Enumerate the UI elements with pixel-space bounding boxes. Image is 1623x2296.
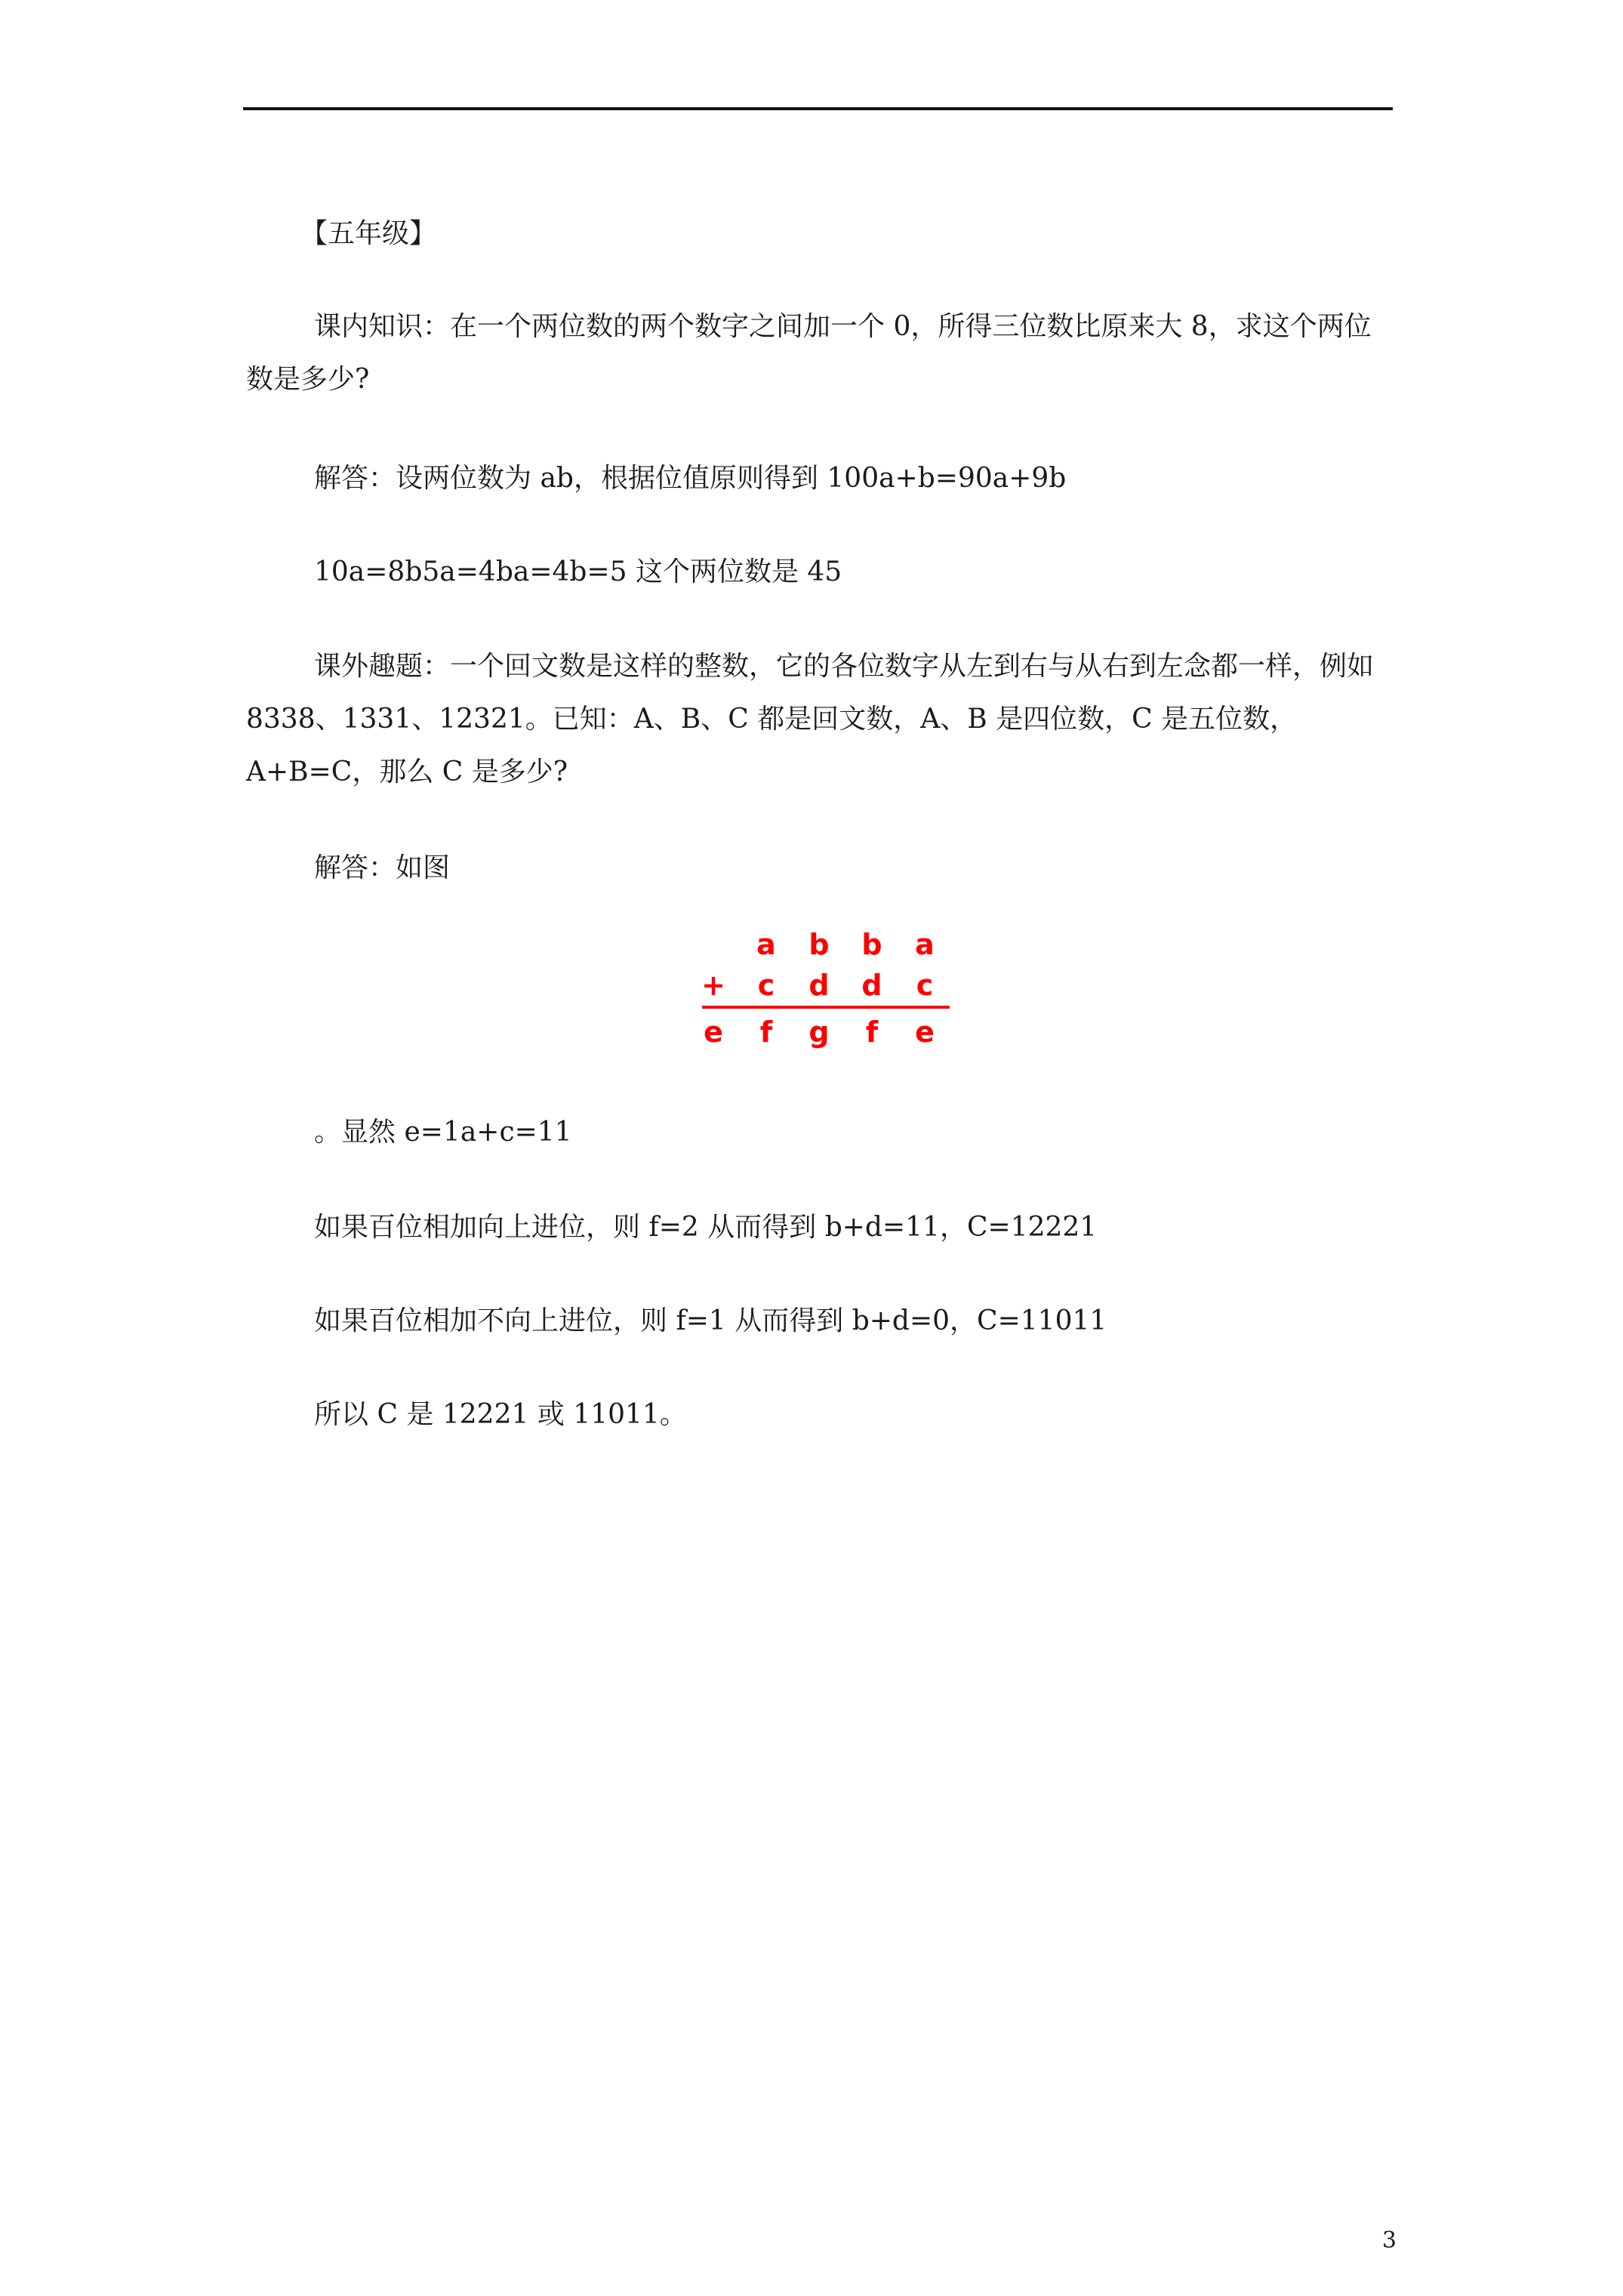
in-class-question: 课内知识：在一个两位数的两个数字之间加一个 0，所得三位数比原来大 8，求这个两位数是多少? bbox=[246, 311, 1372, 395]
sum-rule bbox=[702, 1006, 950, 1009]
header-rule bbox=[243, 107, 1393, 110]
addition-digit: c bbox=[757, 969, 775, 1002]
addition-digit: c bbox=[916, 969, 934, 1002]
page-number: 3 bbox=[1381, 2227, 1397, 2254]
in-class-answer-line-2: 10a=8b5a=4ba=4b=5 这个两位数是 45 bbox=[314, 556, 842, 587]
addition-digit: b bbox=[808, 928, 830, 961]
addition-digit: d bbox=[861, 969, 882, 1002]
result-digit: g bbox=[808, 1015, 830, 1049]
result-digit: e bbox=[915, 1015, 935, 1049]
result-digit: e bbox=[704, 1015, 723, 1049]
extra-answer-intro: 解答：如图 bbox=[314, 852, 451, 883]
result-digit: f bbox=[865, 1015, 879, 1049]
extra-step-2: 如果百位相加向上进位，则 f=2 从而得到 b+d=11，C=12221 bbox=[314, 1212, 1098, 1243]
plus-sign: + bbox=[701, 969, 725, 1002]
addition-digit: a bbox=[756, 928, 776, 961]
extra-conclusion: 所以 C 是 12221 或 11011。 bbox=[314, 1399, 687, 1430]
addition-result-row bbox=[687, 1013, 944, 1051]
extra-question: 课外趣题：一个回文数是这样的整数，它的各位数字从左到右与从右到左念都一样，例如 8338、1331、12321。已知：A、B、C 都是回文数，A、B 是四位数，C 是五位数，A+B=C，那么 C 是多少? bbox=[246, 651, 1375, 787]
grade-heading: 【五年级】 bbox=[300, 218, 437, 249]
extra-step-3: 如果百位相加不向上进位，则 f=1 从而得到 b+d=0，C=11011 bbox=[314, 1305, 1107, 1336]
in-class-answer-line-1: 解答：设两位数为 ab，根据位值原则得到 100a+b=90a+9b bbox=[314, 463, 1067, 494]
addition-digit: b bbox=[861, 928, 882, 961]
extra-step-1: 。显然 e=1a+c=11 bbox=[314, 1117, 572, 1148]
result-digit: f bbox=[759, 1015, 773, 1049]
addition-row-1 bbox=[687, 926, 944, 963]
addition-digit: a bbox=[915, 928, 935, 961]
addition-figure bbox=[687, 926, 944, 1062]
addition-digit: d bbox=[808, 969, 830, 1002]
addition-row-2 bbox=[687, 966, 944, 1004]
